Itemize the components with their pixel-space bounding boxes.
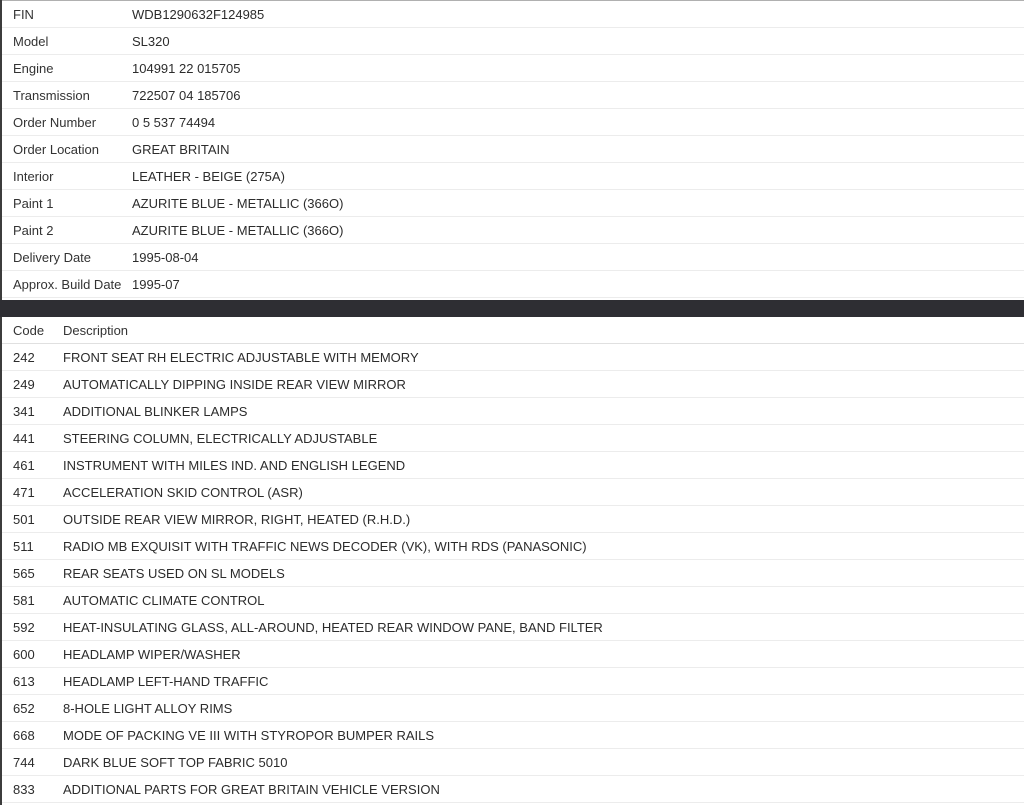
equipment-code-row bbox=[2, 425, 1024, 452]
vehicle-info-value: 0 5 537 74494 bbox=[132, 114, 216, 130]
equipment-code-row bbox=[2, 479, 1024, 506]
equipment-code: 744 bbox=[13, 754, 35, 770]
vehicle-info-label: Interior bbox=[13, 168, 54, 184]
equipment-code-row bbox=[2, 452, 1024, 479]
vehicle-info-table bbox=[2, 0, 1024, 298]
equipment-description: DARK BLUE SOFT TOP FABRIC 5010 bbox=[63, 754, 288, 770]
vehicle-info-value: 104991 22 015705 bbox=[132, 60, 241, 76]
equipment-code-row bbox=[2, 344, 1024, 371]
equipment-description: MODE OF PACKING VE III WITH STYROPOR BUMPER RAILS bbox=[63, 727, 435, 743]
vehicle-info-value: 1995-08-04 bbox=[132, 249, 199, 265]
vehicle-info-value: WDB1290632F124985 bbox=[132, 6, 265, 22]
equipment-code: 613 bbox=[13, 673, 35, 689]
equipment-description: 8-HOLE LIGHT ALLOY RIMS bbox=[63, 700, 233, 716]
equipment-code: 242 bbox=[13, 349, 35, 365]
equipment-description: ADDITIONAL BLINKER LAMPS bbox=[63, 403, 248, 419]
equipment-code-row bbox=[2, 560, 1024, 587]
equipment-code: 461 bbox=[13, 457, 35, 473]
equipment-description: OUTSIDE REAR VIEW MIRROR, RIGHT, HEATED (R.H.D.) bbox=[63, 511, 411, 527]
equipment-code: 471 bbox=[13, 484, 35, 500]
equipment-description: REAR SEATS USED ON SL MODELS bbox=[63, 565, 285, 581]
vehicle-info-value: SL320 bbox=[132, 33, 170, 49]
equipment-codes-table bbox=[2, 317, 1024, 803]
equipment-code: 581 bbox=[13, 592, 35, 608]
equipment-code: 341 bbox=[13, 403, 35, 419]
vehicle-info-row bbox=[2, 163, 1024, 190]
equipment-code-row bbox=[2, 776, 1024, 803]
vehicle-info-value: 722507 04 185706 bbox=[132, 87, 241, 103]
vehicle-info-value: LEATHER - BEIGE (275A) bbox=[132, 168, 285, 184]
vehicle-info-row bbox=[2, 190, 1024, 217]
equipment-code-row bbox=[2, 722, 1024, 749]
equipment-description: HEADLAMP WIPER/WASHER bbox=[63, 646, 241, 662]
vehicle-info-row bbox=[2, 109, 1024, 136]
equipment-code: 511 bbox=[13, 538, 34, 554]
equipment-description: HEADLAMP LEFT-HAND TRAFFIC bbox=[63, 673, 269, 689]
equipment-codes-header-row bbox=[2, 317, 1024, 344]
equipment-description: ACCELERATION SKID CONTROL (ASR) bbox=[63, 484, 303, 500]
equipment-code-row bbox=[2, 371, 1024, 398]
vehicle-info-value: 1995-07 bbox=[132, 276, 180, 292]
equipment-code: 501 bbox=[13, 511, 35, 527]
vehicle-info-value: GREAT BRITAIN bbox=[132, 141, 230, 157]
code-column-header: Code bbox=[13, 322, 45, 338]
equipment-code-row bbox=[2, 533, 1024, 560]
equipment-codes-body bbox=[2, 344, 1024, 803]
vehicle-info-label: Delivery Date bbox=[13, 249, 92, 265]
equipment-code-row bbox=[2, 506, 1024, 533]
equipment-code: 565 bbox=[13, 565, 35, 581]
equipment-code: 668 bbox=[13, 727, 35, 743]
vehicle-info-label: Approx. Build Date bbox=[13, 276, 122, 292]
vehicle-info-label: Order Number bbox=[13, 114, 97, 130]
equipment-code-row bbox=[2, 614, 1024, 641]
equipment-code-row bbox=[2, 749, 1024, 776]
equipment-code-row bbox=[2, 587, 1024, 614]
section-separator-bar bbox=[0, 300, 1024, 317]
vehicle-info-label: Engine bbox=[13, 60, 54, 76]
equipment-description: HEAT-INSULATING GLASS, ALL-AROUND, HEATED REAR WINDOW PANE, BAND FILTER bbox=[63, 619, 603, 635]
vehicle-info-label: Paint 1 bbox=[13, 195, 54, 211]
description-column-header: Description bbox=[63, 322, 129, 338]
vehicle-info-value: AZURITE BLUE - METALLIC (366O) bbox=[132, 195, 344, 211]
vehicle-info-row bbox=[2, 82, 1024, 109]
equipment-code-row bbox=[2, 695, 1024, 722]
vehicle-info-row bbox=[2, 136, 1024, 163]
equipment-code: 441 bbox=[13, 430, 35, 446]
vehicle-info-row bbox=[2, 55, 1024, 82]
vehicle-info-row bbox=[2, 1, 1024, 28]
vehicle-info-row bbox=[2, 244, 1024, 271]
equipment-description: INSTRUMENT WITH MILES IND. AND ENGLISH LEGEND bbox=[63, 457, 406, 473]
vehicle-info-row bbox=[2, 28, 1024, 55]
equipment-description: AUTOMATICALLY DIPPING INSIDE REAR VIEW MIRROR bbox=[63, 376, 406, 392]
equipment-description: ADDITIONAL PARTS FOR GREAT BRITAIN VEHICLE VERSION bbox=[63, 781, 440, 797]
vehicle-info-value: AZURITE BLUE - METALLIC (366O) bbox=[132, 222, 344, 238]
vehicle-info-row bbox=[2, 271, 1024, 298]
equipment-code-row bbox=[2, 641, 1024, 668]
vehicle-info-label: Transmission bbox=[13, 87, 90, 103]
equipment-code: 249 bbox=[13, 376, 35, 392]
equipment-code: 833 bbox=[13, 781, 35, 797]
vehicle-info-label: Order Location bbox=[13, 141, 99, 157]
equipment-description: RADIO MB EXQUISIT WITH TRAFFIC NEWS DECODER (VK), WITH RDS (PANASONIC) bbox=[63, 538, 587, 554]
equipment-description: AUTOMATIC CLIMATE CONTROL bbox=[63, 592, 265, 608]
vehicle-info-row bbox=[2, 217, 1024, 244]
equipment-code: 652 bbox=[13, 700, 35, 716]
equipment-code: 600 bbox=[13, 646, 35, 662]
vehicle-info-label: Paint 2 bbox=[13, 222, 54, 238]
equipment-code-row bbox=[2, 668, 1024, 695]
equipment-code: 592 bbox=[13, 619, 35, 635]
equipment-description: FRONT SEAT RH ELECTRIC ADJUSTABLE WITH MEMORY bbox=[63, 349, 419, 365]
vehicle-info-label: FIN bbox=[13, 6, 34, 22]
equipment-description: STEERING COLUMN, ELECTRICALLY ADJUSTABLE bbox=[63, 430, 378, 446]
equipment-code-row bbox=[2, 398, 1024, 425]
vehicle-info-label: Model bbox=[13, 33, 49, 49]
